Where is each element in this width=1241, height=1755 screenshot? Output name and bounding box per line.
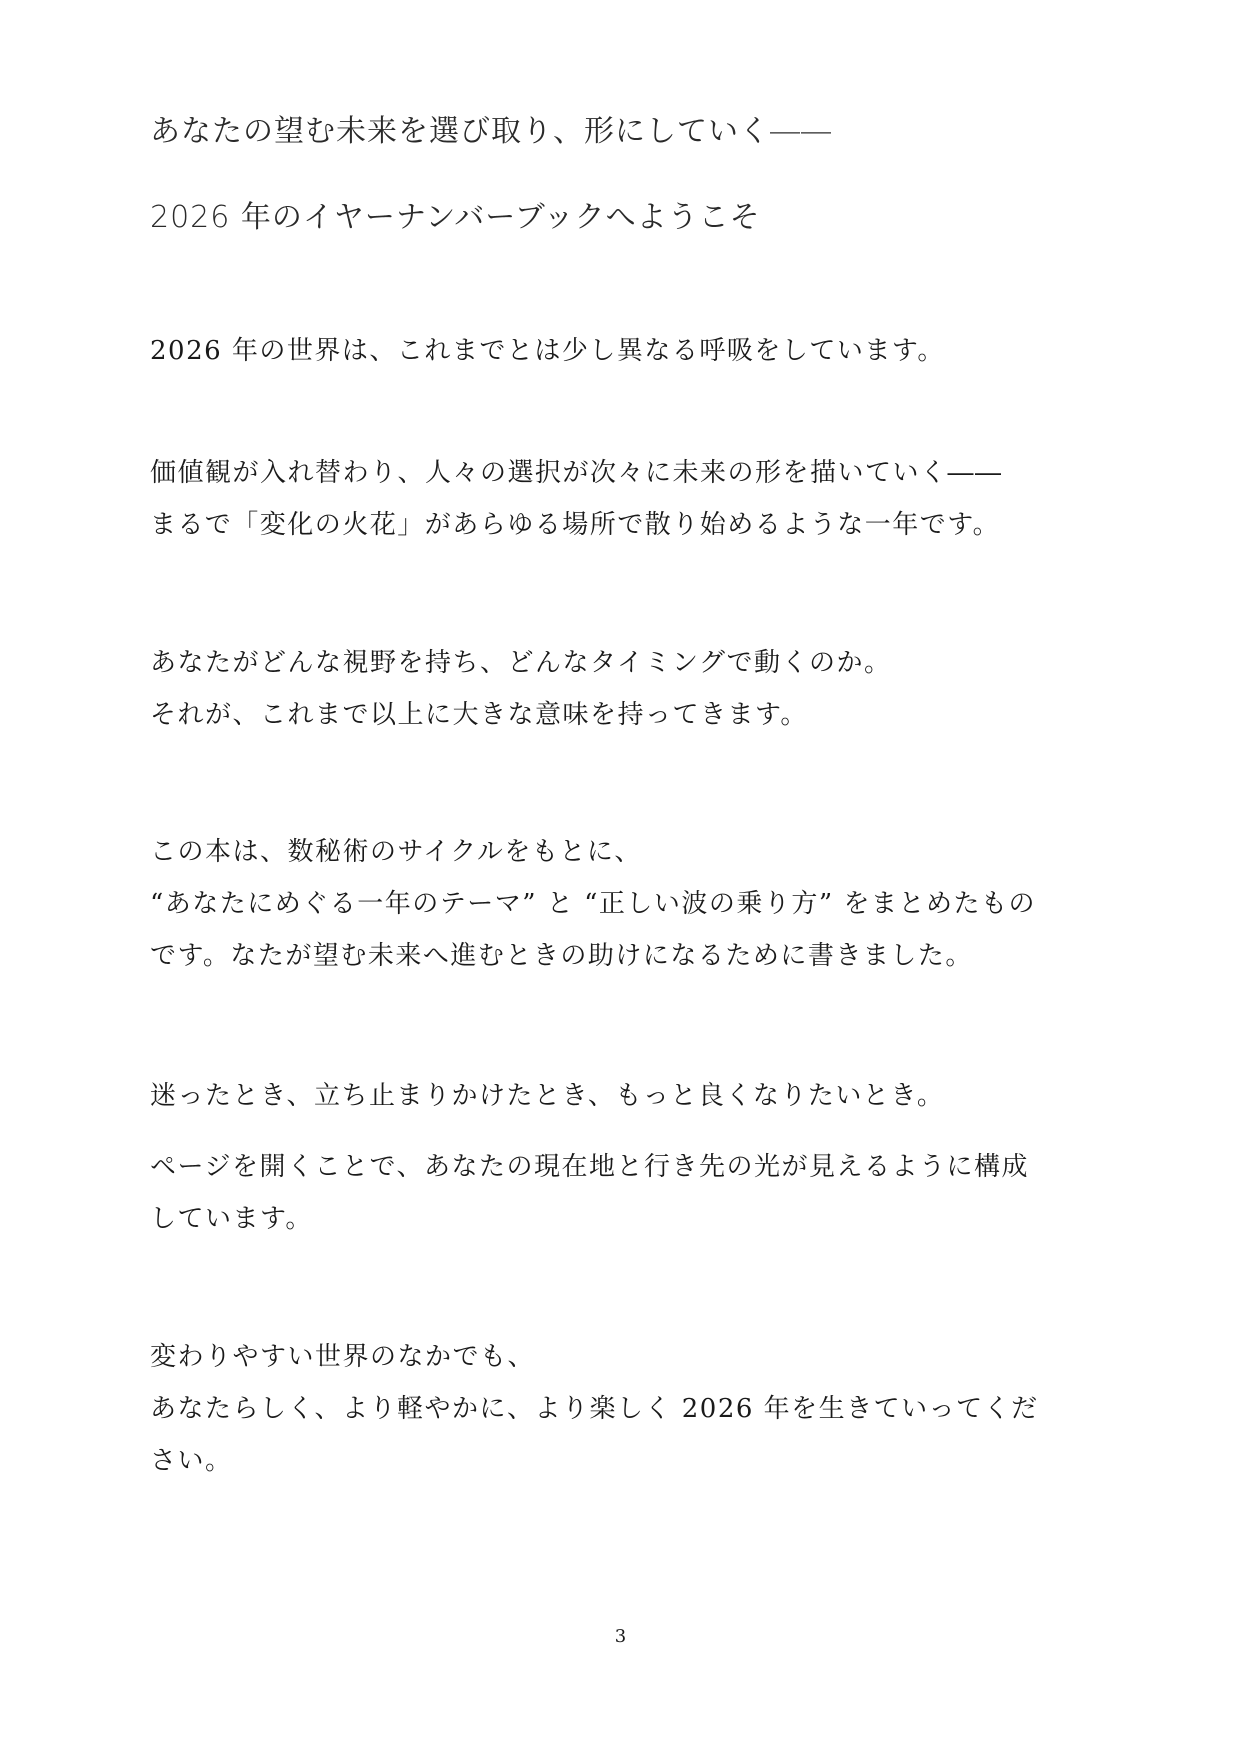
paragraph-1 xyxy=(150,325,1100,377)
paragraph-line: この本は、数秘術のサイクルをもとに、 xyxy=(150,837,642,867)
heading-line-2: 2026 年のイヤーナンバーブックへようこそ xyxy=(150,200,761,235)
paragraph-5 xyxy=(150,1070,1100,1122)
paragraph-6 xyxy=(150,1141,1100,1245)
paragraph-7 xyxy=(150,1331,1100,1487)
paragraph-line: あなたらしく、より軽やかに、より楽しく 2026 年を生きていってくだ xyxy=(150,1394,1039,1424)
page-number: 3 xyxy=(614,1626,627,1647)
paragraph-line: しています。 xyxy=(150,1204,313,1234)
paragraph-line: “あなたにめぐる一年のテーマ” と “正しい波の乗り方” をまとめたもの xyxy=(150,889,1036,919)
paragraph-line: です。なたが望む未来へ進むときの助けになるために書きました。 xyxy=(150,941,973,971)
paragraph-line: あなたがどんな視野を持ち、どんなタイミングで動くのか。 xyxy=(150,648,892,678)
paragraph-line: それが、これまで以上に大きな意味を持ってきます。 xyxy=(150,700,808,730)
paragraph-line: 変わりやすい世界のなかでも、 xyxy=(150,1342,536,1372)
paragraph-line: 価値観が入れ替わり、人々の選択が次々に未来の形を描いていく―― xyxy=(150,458,1003,488)
paragraph-line: ページを開くことで、あなたの現在地と行き先の光が見えるように構成 xyxy=(150,1152,1029,1182)
paragraph-4 xyxy=(150,826,1100,982)
paragraph-3 xyxy=(150,637,1100,741)
paragraph-line: 2026 年の世界は、これまでとは少し異なる呼吸をしています。 xyxy=(150,336,945,366)
heading-line-1: あなたの望む未来を選び取り、形にしていく―― xyxy=(150,114,832,149)
paragraph-line: 迷ったとき、立ち止まりかけたとき、もっと良くなりたいとき。 xyxy=(150,1081,945,1111)
paragraph-line: さい。 xyxy=(150,1446,233,1476)
paragraph-line: まるで「変化の火花」があらゆる場所で散り始めるような一年です。 xyxy=(150,510,1001,540)
paragraph-2 xyxy=(150,447,1100,551)
